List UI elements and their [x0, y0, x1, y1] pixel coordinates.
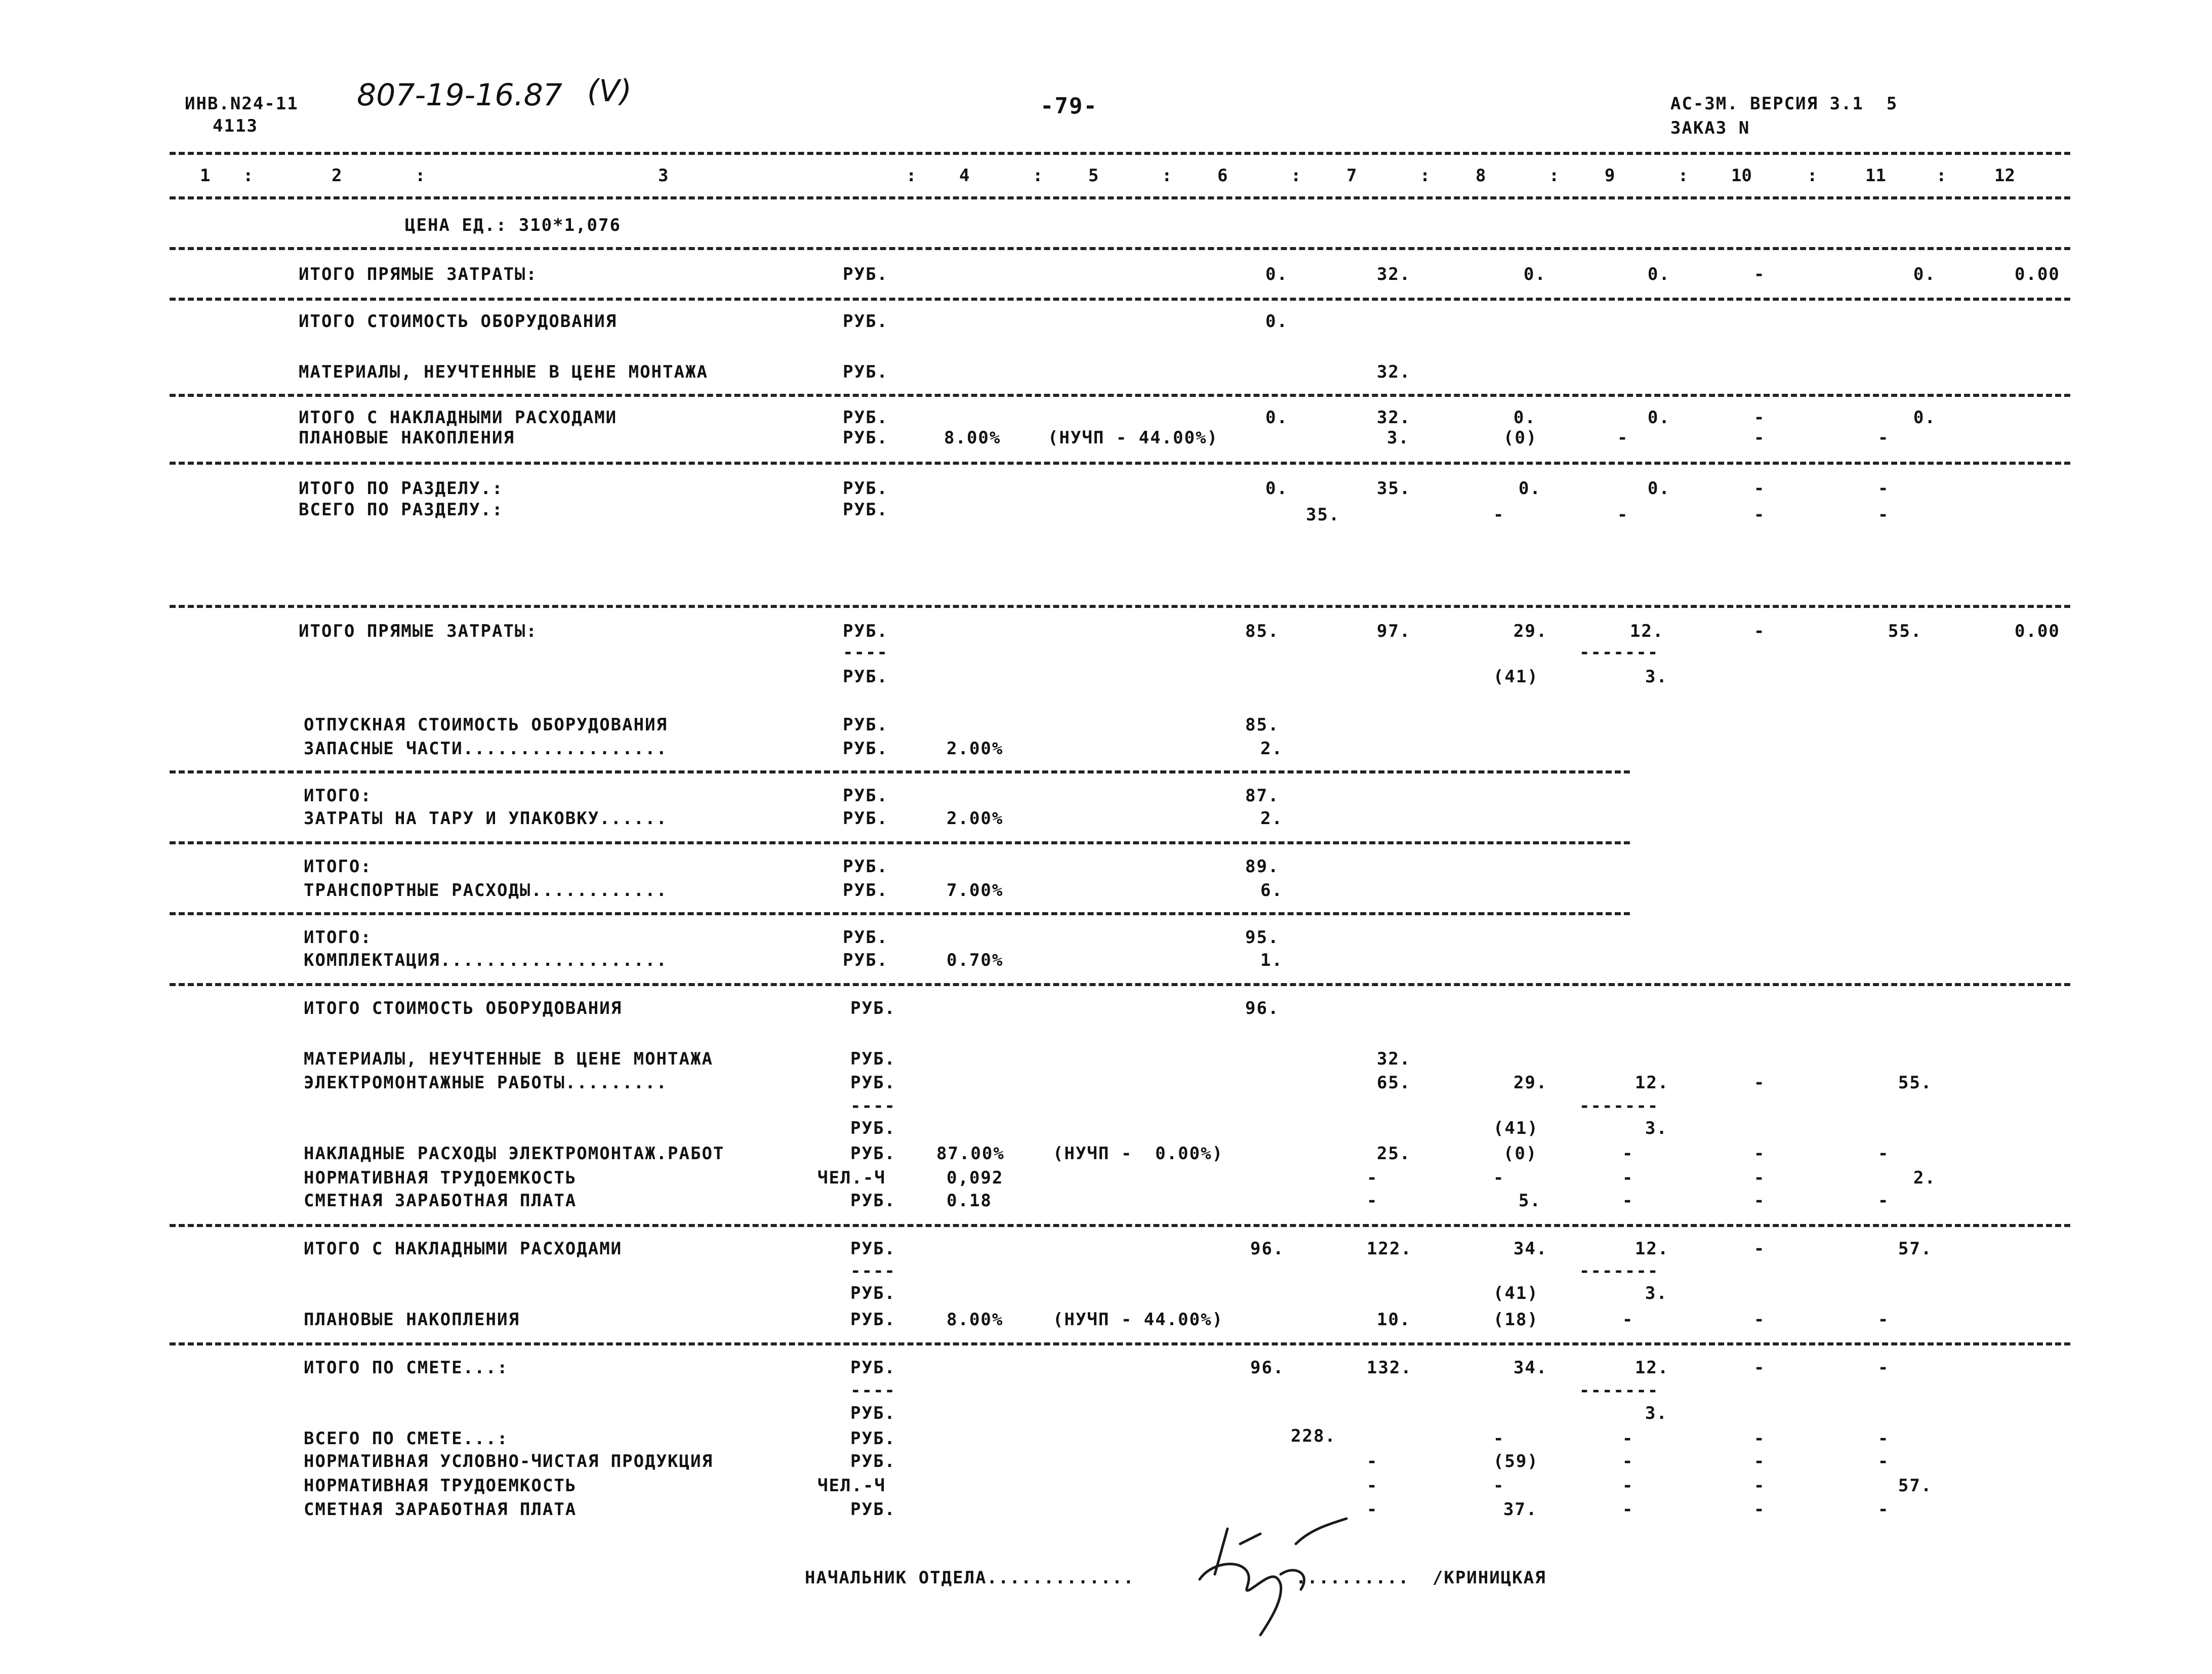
- cell: -: [1754, 1191, 1766, 1211]
- row-label: НОРМАТИВНАЯ ТРУДОЕМКОСТЬ: [304, 1476, 577, 1496]
- cell: -: [1754, 1358, 1766, 1378]
- cell: 0.: [1913, 407, 1936, 428]
- rule-top: [170, 152, 2070, 155]
- cell: 65.: [1377, 1073, 1411, 1093]
- cell: 25.: [1377, 1144, 1411, 1164]
- unit-price-line: ЦЕНА ЕД.: 310*1,076: [405, 215, 621, 235]
- column-number: 6: [1217, 166, 1228, 186]
- cell: 228.: [1291, 1426, 1336, 1446]
- row-unit: РУБ.: [850, 998, 896, 1018]
- rate: 2.00%: [947, 808, 1004, 829]
- row-label: ИТОГО СТОИМОСТЬ ОБОРУДОВАНИЯ: [299, 311, 618, 332]
- cell: 0.: [1913, 264, 1936, 284]
- row-label: СМЕТНАЯ ЗАРАБОТНАЯ ПЛАТА: [304, 1191, 577, 1211]
- row-unit: РУБ.: [850, 1191, 896, 1211]
- cell: 12.: [1630, 621, 1664, 641]
- cell: 55.: [1888, 621, 1922, 641]
- cell: -: [1617, 505, 1629, 525]
- rule: [170, 247, 2070, 250]
- row-label: НАКЛАДНЫЕ РАСХОДЫ ЭЛЕКТРОМОНТАЖ.РАБОТ: [304, 1144, 725, 1164]
- cell: (0): [1503, 1144, 1538, 1164]
- cell: -: [1878, 1499, 1890, 1520]
- row-unit: РУБ.: [843, 264, 888, 284]
- cell: 132.: [1367, 1358, 1412, 1378]
- cell: 10.: [1377, 1310, 1411, 1330]
- cell: -: [1754, 478, 1766, 499]
- row-unit: РУБ.: [843, 500, 888, 520]
- document-code: 807-19-16.87: [357, 77, 562, 113]
- row-unit: РУБ.: [843, 715, 888, 735]
- cell-dash: -------: [1579, 1261, 1659, 1281]
- row-unit: РУБ.: [850, 1283, 896, 1303]
- rate: 2.00%: [947, 739, 1004, 759]
- row-unit: РУБ.: [843, 478, 888, 499]
- cell: -: [1622, 1168, 1634, 1188]
- row-label: ИТОГО ПО РАЗДЕЛУ.:: [299, 478, 504, 499]
- row-label: ВСЕГО ПО РАЗДЕЛУ.:: [299, 500, 504, 520]
- column-separator: :: [1678, 166, 1689, 186]
- cell: 32.: [1377, 407, 1411, 428]
- column-separator: :: [1033, 166, 1043, 186]
- row-label: ИТОГО ПРЯМЫЕ ЗАТРАТЫ:: [299, 264, 538, 284]
- row-label: ИТОГО СТОИМОСТЬ ОБОРУДОВАНИЯ: [304, 998, 623, 1018]
- cell: -: [1754, 407, 1766, 428]
- cell: 85.: [1245, 621, 1280, 641]
- row-label: ИТОГО:: [304, 856, 372, 877]
- column-number: 2: [332, 166, 342, 186]
- row-unit: РУБ.: [843, 808, 888, 829]
- cell: 34.: [1513, 1239, 1548, 1259]
- cell: -: [1493, 505, 1505, 525]
- row-label: НОРМАТИВНАЯ ТРУДОЕМКОСТЬ: [304, 1168, 577, 1188]
- cell: 87.: [1245, 786, 1280, 806]
- row-label: ВСЕГО ПО СМЕТЕ...:: [304, 1428, 509, 1449]
- cell-dash: -------: [1579, 1380, 1659, 1401]
- cell: (18): [1493, 1310, 1539, 1330]
- document-code-suffix: (V): [587, 73, 632, 109]
- cell: 0.: [1519, 478, 1541, 499]
- row-unit: РУБ.: [850, 1499, 896, 1520]
- row-unit: РУБ.: [843, 739, 888, 759]
- cell: 3.: [1645, 1283, 1668, 1303]
- rule: [170, 462, 2070, 465]
- row-label: МАТЕРИАЛЫ, НЕУЧТЕННЫЕ В ЦЕНЕ МОНТАЖА: [304, 1049, 713, 1069]
- cell: -: [1622, 1499, 1634, 1520]
- cell: 122.: [1367, 1239, 1412, 1259]
- column-separator: :: [415, 166, 426, 186]
- cell: -: [1878, 428, 1890, 448]
- row-unit: РУБ.: [843, 880, 888, 901]
- cell: 35.: [1306, 505, 1340, 525]
- row-unit: ЧЕЛ.-Ч: [817, 1168, 886, 1188]
- cell: -: [1367, 1499, 1378, 1520]
- cell: 0.: [1265, 407, 1288, 428]
- row-dash: ----: [850, 1261, 896, 1281]
- cell: -: [1367, 1191, 1378, 1211]
- cell: -: [1622, 1144, 1634, 1164]
- cell: -: [1493, 1168, 1505, 1188]
- cell: 89.: [1245, 856, 1280, 877]
- cell: 12.: [1635, 1073, 1669, 1093]
- cell: 0.: [1513, 407, 1536, 428]
- row-label: СМЕТНАЯ ЗАРАБОТНАЯ ПЛАТА: [304, 1499, 577, 1520]
- column-number: 10: [1731, 166, 1752, 186]
- column-separator: :: [1291, 166, 1301, 186]
- cell: -: [1878, 1191, 1890, 1211]
- column-number: 9: [1605, 166, 1615, 186]
- cell: -: [1754, 264, 1766, 284]
- cell: 96.: [1250, 1239, 1285, 1259]
- row-label: ОТПУСКНАЯ СТОИМОСТЬ ОБОРУДОВАНИЯ: [304, 715, 668, 735]
- inventory-number: ИНВ.N24-11: [185, 94, 299, 114]
- row-unit: ЧЕЛ.-Ч: [817, 1476, 886, 1496]
- row-label: ЭЛЕКТРОМОНТАЖНЫЕ РАБОТЫ.........: [304, 1073, 668, 1093]
- row-label: ЗАПАСНЫЕ ЧАСТИ..................: [304, 739, 668, 759]
- cell: 95.: [1245, 927, 1280, 948]
- row-unit: РУБ.: [850, 1049, 896, 1069]
- cell: -: [1754, 1451, 1766, 1472]
- column-number: 12: [1994, 166, 2015, 186]
- cell: -: [1617, 428, 1629, 448]
- cell: -: [1754, 1310, 1766, 1330]
- rule: [170, 1224, 2070, 1227]
- cell: 12.: [1635, 1358, 1669, 1378]
- cell: -: [1754, 1476, 1766, 1496]
- cell: 3.: [1645, 1403, 1668, 1423]
- cell: 6.: [1260, 880, 1283, 901]
- column-separator: :: [1162, 166, 1172, 186]
- cell: 85.: [1245, 715, 1280, 735]
- row-unit: РУБ.: [850, 1239, 896, 1259]
- cell: -: [1754, 428, 1766, 448]
- row-label: ПЛАНОВЫЕ НАКОПЛЕНИЯ: [304, 1310, 520, 1330]
- rate: 8.00%: [947, 1310, 1004, 1330]
- row-dash: ----: [850, 1096, 896, 1116]
- cell: 3.: [1645, 1118, 1668, 1138]
- row-label: ИТОГО С НАКЛАДНЫМИ РАСХОДАМИ: [304, 1239, 623, 1259]
- cell: 0.: [1524, 264, 1546, 284]
- cell: 3.: [1645, 667, 1668, 687]
- cell: 32.: [1377, 1049, 1411, 1069]
- row-label: ИТОГО ПО СМЕТЕ...:: [304, 1358, 509, 1378]
- row-unit: РУБ.: [850, 1428, 896, 1449]
- rule: [170, 841, 1630, 844]
- row-dash: ----: [843, 642, 888, 663]
- cell-dash: -------: [1579, 1096, 1659, 1116]
- cell: 37.: [1503, 1499, 1538, 1520]
- cell: (0): [1503, 428, 1538, 448]
- cell: 0.: [1648, 407, 1670, 428]
- rate: 87.00%: [936, 1144, 1005, 1164]
- rule: [170, 605, 2070, 608]
- cell: -: [1367, 1476, 1378, 1496]
- row-unit: РУБ.: [843, 950, 888, 970]
- cell: -: [1754, 1499, 1766, 1520]
- handwritten-signature: [1179, 1514, 1362, 1640]
- cell: -: [1878, 1451, 1890, 1472]
- cell: 0.: [1265, 478, 1288, 499]
- row-label: НОРМАТИВНАЯ УСЛОВНО-ЧИСТАЯ ПРОДУКЦИЯ: [304, 1451, 713, 1472]
- row-label: КОМПЛЕКТАЦИЯ....................: [304, 950, 668, 970]
- cell: 96.: [1245, 998, 1280, 1018]
- row-label: ПЛАНОВЫЕ НАКОПЛЕНИЯ: [299, 428, 515, 448]
- cell: 57.: [1898, 1476, 1933, 1496]
- row-label: ЗАТРАТЫ НА ТАРУ И УПАКОВКУ......: [304, 808, 668, 829]
- cell: 96.: [1250, 1358, 1285, 1378]
- signatory-dots: ..........: [1296, 1568, 1410, 1588]
- column-number: 7: [1346, 166, 1357, 186]
- row-label: ИТОГО ПРЯМЫЕ ЗАТРАТЫ:: [299, 621, 538, 641]
- cell: -: [1754, 1239, 1766, 1259]
- cell: 32.: [1377, 264, 1411, 284]
- row-unit: РУБ.: [843, 786, 888, 806]
- row-dash: ----: [850, 1380, 896, 1401]
- cell: -: [1878, 1358, 1890, 1378]
- row-unit: РУБ.: [850, 1310, 896, 1330]
- cell: 57.: [1898, 1239, 1933, 1259]
- row-unit: РУБ.: [850, 1358, 896, 1378]
- row-unit: РУБ.: [850, 1118, 896, 1138]
- page-number: -79-: [1040, 93, 1098, 119]
- order-label: ЗАКАЗ N: [1670, 118, 1750, 138]
- cell: -: [1754, 621, 1766, 641]
- row-unit: РУБ.: [843, 856, 888, 877]
- row-label: МАТЕРИАЛЫ, НЕУЧТЕННЫЕ В ЦЕНЕ МОНТАЖА: [299, 362, 708, 382]
- cell: -: [1754, 1428, 1766, 1449]
- cell: 12.: [1635, 1239, 1669, 1259]
- row-unit: РУБ.: [843, 621, 888, 641]
- cell: -: [1367, 1451, 1378, 1472]
- cell: 3.: [1387, 428, 1410, 448]
- cell: 2.: [1913, 1168, 1936, 1188]
- cell: -: [1367, 1168, 1378, 1188]
- signatory-role: НАЧАЛЬНИК ОТДЕЛА.............: [805, 1568, 1135, 1588]
- cell: -: [1493, 1428, 1505, 1449]
- row-unit: РУБ.: [843, 428, 888, 448]
- rule: [170, 983, 2070, 986]
- row-unit: РУБ.: [843, 362, 888, 382]
- cell: -: [1622, 1451, 1634, 1472]
- cell: 32.: [1377, 362, 1411, 382]
- cell: 34.: [1513, 1358, 1548, 1378]
- rule: [170, 770, 1630, 773]
- cell: 29.: [1513, 1073, 1548, 1093]
- cell: 0.: [1648, 478, 1670, 499]
- cell: -: [1622, 1310, 1634, 1330]
- cell: -: [1878, 1428, 1890, 1449]
- signatory-name: /КРИНИЦКАЯ: [1432, 1568, 1546, 1588]
- row-unit: РУБ.: [850, 1451, 896, 1472]
- row-label: ИТОГО:: [304, 786, 372, 806]
- cell: (41): [1493, 667, 1539, 687]
- cell: -: [1754, 505, 1766, 525]
- cell: 0.: [1265, 264, 1288, 284]
- rate: 0.18: [947, 1191, 992, 1211]
- rule: [170, 1342, 2070, 1345]
- row-unit: РУБ.: [843, 311, 888, 332]
- rule: [170, 912, 1630, 915]
- rate-note: (НУЧП - 44.00%): [1048, 428, 1219, 448]
- row-label: ИТОГО С НАКЛАДНЫМИ РАСХОДАМИ: [299, 407, 618, 428]
- cell: -: [1878, 478, 1890, 499]
- cell: -: [1878, 505, 1890, 525]
- rate-note: (НУЧП - 0.00%): [1053, 1144, 1224, 1164]
- row-unit: РУБ.: [850, 1073, 896, 1093]
- rate: 0,092: [947, 1168, 1004, 1188]
- column-separator: :: [243, 166, 254, 186]
- cell: -: [1754, 1168, 1766, 1188]
- cell: (59): [1493, 1451, 1539, 1472]
- row-unit: РУБ.: [850, 1144, 896, 1164]
- cell: 0.00: [2015, 621, 2060, 641]
- rate: 7.00%: [947, 880, 1004, 901]
- cell: 97.: [1377, 621, 1411, 641]
- rate-note: (НУЧП - 44.00%): [1053, 1310, 1224, 1330]
- rate: 0.70%: [947, 950, 1004, 970]
- sub-number: 4113: [213, 116, 258, 136]
- column-separator: :: [1549, 166, 1560, 186]
- cell: -: [1622, 1428, 1634, 1449]
- column-separator: :: [1420, 166, 1430, 186]
- version-label: АС-3М. ВЕРСИЯ 3.1 5: [1670, 94, 1898, 114]
- rule: [170, 394, 2070, 397]
- column-number: 5: [1088, 166, 1099, 186]
- cell-dash: -------: [1579, 642, 1659, 663]
- column-number: 4: [959, 166, 970, 186]
- rule: [170, 298, 2070, 301]
- column-number: 1: [200, 166, 211, 186]
- row-label: ТРАНСПОРТНЫЕ РАСХОДЫ............: [304, 880, 668, 901]
- cell: -: [1754, 1144, 1766, 1164]
- column-separator: :: [1807, 166, 1818, 186]
- column-number: 11: [1865, 166, 1886, 186]
- cell: 0.00: [2015, 264, 2060, 284]
- cell: -: [1493, 1476, 1505, 1496]
- cell: 29.: [1513, 621, 1548, 641]
- cell: 2.: [1260, 739, 1283, 759]
- row-unit: РУБ.: [850, 1403, 896, 1423]
- row-label: ИТОГО:: [304, 927, 372, 948]
- cell: -: [1878, 1310, 1890, 1330]
- cell: (41): [1493, 1283, 1539, 1303]
- rule-header-bottom: [170, 196, 2070, 199]
- rate: 8.00%: [944, 428, 1001, 448]
- cell: 5.: [1519, 1191, 1541, 1211]
- column-separator: :: [906, 166, 917, 186]
- cell: 55.: [1898, 1073, 1933, 1093]
- cell: -: [1622, 1191, 1634, 1211]
- cell: -: [1622, 1476, 1634, 1496]
- cell: 1.: [1260, 950, 1283, 970]
- cell: 0.: [1265, 311, 1288, 332]
- column-number: 8: [1476, 166, 1486, 186]
- cell: 35.: [1377, 478, 1411, 499]
- column-separator: :: [1936, 166, 1947, 186]
- cell: (41): [1493, 1118, 1539, 1138]
- row-unit: РУБ.: [843, 407, 888, 428]
- row-unit: РУБ.: [843, 927, 888, 948]
- cell: 2.: [1260, 808, 1283, 829]
- cell: -: [1754, 1073, 1766, 1093]
- row-unit: РУБ.: [843, 667, 888, 687]
- column-number: 3: [658, 166, 669, 186]
- cell: -: [1878, 1144, 1890, 1164]
- cell: 0.: [1648, 264, 1670, 284]
